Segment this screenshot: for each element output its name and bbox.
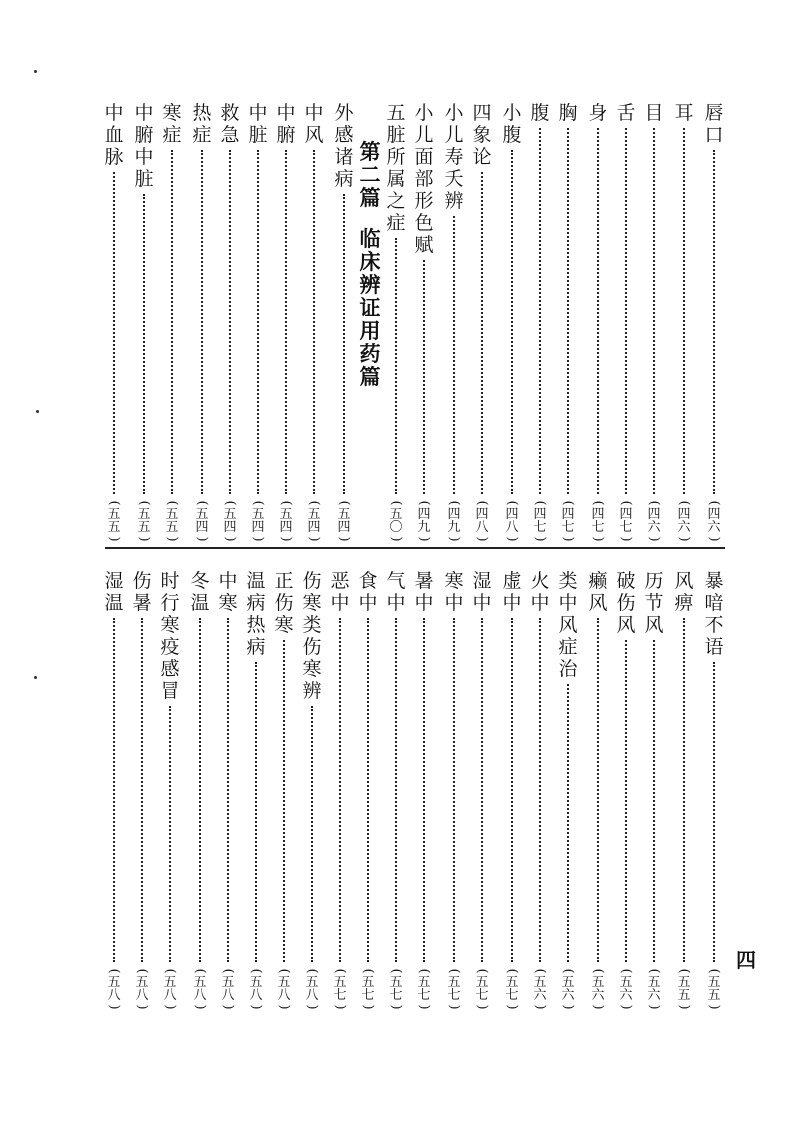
toc-entry-title: 唇 口 — [704, 102, 724, 146]
toc-entry-title: 中 腑 中 脏 — [134, 102, 154, 190]
toc-entry — [331, 102, 357, 544]
dot-leader — [395, 238, 397, 494]
toc-entry-page: ( 五 四 ) — [222, 500, 238, 542]
toc-entry-page: ( 五 八 ) — [134, 968, 150, 1010]
dot-leader — [113, 172, 115, 494]
toc-entry-title: 小 儿 寿 夭 辨 — [444, 102, 464, 212]
toc-entry-title: 外 感 诸 病 — [334, 102, 354, 190]
toc-entry-page: ( 五 七 ) — [504, 968, 520, 1010]
dot-leader — [229, 150, 231, 494]
toc-entry — [299, 570, 325, 1012]
toc-entry-page: ( 五 八 ) — [162, 968, 178, 1010]
toc-entry-page: ( 五 六 ) — [646, 968, 662, 1010]
toc-entry-page: ( 四 九 ) — [416, 500, 432, 542]
toc-entry-title: 寒 症 — [162, 102, 182, 146]
toc-entry-title: 破 伤 风 — [616, 570, 636, 636]
toc-entry-page: ( 五 八 ) — [106, 968, 122, 1010]
toc-entry-title: 中 脏 — [248, 102, 268, 146]
toc-entry — [671, 570, 697, 1012]
toc-entry — [159, 102, 185, 544]
toc-entry — [499, 102, 525, 544]
toc-entry — [383, 102, 409, 544]
toc-entry-title: 五 脏 所 属 之 症 — [386, 102, 406, 234]
toc-entry-title: 中 风 — [304, 102, 324, 146]
toc-entry-title: 恶 中 — [330, 570, 350, 614]
dot-leader — [653, 128, 655, 494]
toc-entry-title: 中 血 脉 — [104, 102, 124, 168]
dot-leader — [227, 618, 229, 962]
dot-leader — [597, 618, 599, 962]
dot-leader — [683, 128, 685, 494]
toc-entry-title: 耳 — [674, 102, 694, 124]
dot-leader — [199, 618, 201, 962]
dot-leader — [339, 618, 341, 962]
toc-entry-page: ( 五 五 ) — [676, 968, 692, 1010]
dot-leader — [567, 128, 569, 494]
toc-entry-title: 湿 中 — [472, 570, 492, 614]
toc-entry-page: ( 四 七 ) — [560, 500, 576, 542]
toc-entry — [555, 102, 581, 544]
toc-entry-page: ( 四 七 ) — [618, 500, 634, 542]
toc-entry-title: 时 行 寒 疫 感 冒 — [160, 570, 180, 702]
toc-entry-page: ( 五 八 ) — [304, 968, 320, 1010]
page-folio: 四 — [736, 948, 756, 972]
toc-entry-page: ( 四 九 ) — [446, 500, 462, 542]
toc-entry — [355, 570, 381, 1012]
toc-entry-title: 湿 温 — [104, 570, 124, 614]
section-heading — [355, 140, 385, 388]
toc-entry-page: ( 五 四 ) — [336, 500, 352, 542]
toc-entry — [243, 570, 269, 1012]
toc-entry-title: 四 象 论 — [472, 102, 492, 168]
toc-entry-page: ( 五 五 ) — [164, 500, 180, 542]
dot-leader — [169, 706, 171, 962]
dot-leader — [311, 706, 313, 962]
section-name-label: 临 床 辨 证 用 药 篇 — [359, 226, 381, 389]
toc-entry-page: ( 五 七 ) — [474, 968, 490, 1010]
dot-leader — [653, 640, 655, 962]
toc-entry — [641, 102, 667, 544]
toc-entry-page: ( 五 八 ) — [192, 968, 208, 1010]
dot-leader — [313, 150, 315, 494]
toc-entry — [101, 102, 127, 544]
toc-entry — [187, 570, 213, 1012]
toc-entry — [301, 102, 327, 544]
toc-entry-title: 伤 寒 类 伤 寒 辨 — [302, 570, 322, 702]
toc-entry — [641, 570, 667, 1012]
toc-entry-title: 身 — [588, 102, 608, 124]
toc-entry-title: 火 中 — [530, 570, 550, 614]
toc-entry-page: ( 五 四 ) — [278, 500, 294, 542]
toc-entry-page: ( 五 七 ) — [416, 968, 432, 1010]
toc-entry — [469, 570, 495, 1012]
toc-entry-title: 伤 暑 — [132, 570, 152, 614]
toc-entry-title: 救 急 — [220, 102, 240, 146]
toc-entry-title: 虚 中 — [502, 570, 522, 614]
toc-entry-title: 中 腑 — [276, 102, 296, 146]
scan-speck — [34, 676, 37, 679]
dot-leader — [539, 618, 541, 962]
dot-leader — [201, 150, 203, 494]
dot-leader — [511, 618, 513, 962]
toc-entry — [499, 570, 525, 1012]
section-divider — [105, 547, 725, 549]
scan-speck — [34, 70, 37, 73]
toc-entry-page: ( 五 八 ) — [276, 968, 292, 1010]
section-part-label: 第 二 篇 — [359, 139, 381, 210]
dot-leader — [343, 194, 345, 494]
dot-leader — [257, 150, 259, 494]
toc-entry — [217, 102, 243, 544]
dot-leader — [141, 618, 143, 962]
toc-entry-title: 中 寒 — [218, 570, 238, 614]
toc-entry-page: ( 五 四 ) — [194, 500, 210, 542]
dot-leader — [367, 618, 369, 962]
toc-entry-title: 气 中 — [386, 570, 406, 614]
toc-entry-title: 暴 喑 不 语 — [704, 570, 724, 658]
dot-leader — [285, 150, 287, 494]
scan-speck — [36, 410, 39, 413]
dot-leader — [255, 662, 257, 962]
toc-entry — [101, 570, 127, 1012]
toc-entry — [613, 570, 639, 1012]
dot-leader — [395, 618, 397, 962]
dot-leader — [683, 618, 685, 962]
dot-leader — [453, 618, 455, 962]
toc-entry-page: ( 五 八 ) — [220, 968, 236, 1010]
toc-entry-page: ( 五 六 ) — [532, 968, 548, 1010]
toc-entry-page: ( 五 四 ) — [306, 500, 322, 542]
toc-entry-page: ( 五 四 ) — [250, 500, 266, 542]
toc-entry-title: 胸 — [558, 102, 578, 124]
toc-entry-page: ( 五 七 ) — [360, 968, 376, 1010]
dot-leader — [423, 618, 425, 962]
toc-entry-title: 腹 — [530, 102, 550, 124]
toc-entry — [245, 102, 271, 544]
toc-entry — [441, 102, 467, 544]
toc-entry — [411, 102, 437, 544]
toc-entry — [271, 570, 297, 1012]
toc-entry-page: ( 五 五 ) — [106, 500, 122, 542]
toc-entry-page: ( 五 〇 ) — [388, 500, 404, 542]
toc-entry-page: ( 五 六 ) — [590, 968, 606, 1010]
dot-leader — [567, 684, 569, 962]
dot-leader — [481, 618, 483, 962]
toc-entry-title: 类 中 风 症 治 — [558, 570, 578, 680]
toc-entry — [671, 102, 697, 544]
toc-entry-title: 热 症 — [192, 102, 212, 146]
toc-entry-page: ( 五 七 ) — [446, 968, 462, 1010]
toc-entry-title: 暑 中 — [414, 570, 434, 614]
toc-entry-page: ( 四 六 ) — [706, 500, 722, 542]
toc-entry-title: 寒 中 — [444, 570, 464, 614]
toc-entry-title: 正 伤 寒 — [274, 570, 294, 636]
toc-entry-page: ( 四 七 ) — [532, 500, 548, 542]
toc-entry-page: ( 四 八 ) — [504, 500, 520, 542]
toc-entry-page: ( 五 五 ) — [706, 968, 722, 1010]
toc-entry — [585, 102, 611, 544]
toc-entry — [527, 570, 553, 1012]
toc-entry — [441, 570, 467, 1012]
dot-leader — [113, 618, 115, 962]
dot-leader — [143, 194, 145, 494]
dot-leader — [713, 662, 715, 962]
toc-entry-title: 风 痹 — [674, 570, 694, 614]
toc-entry — [469, 102, 495, 544]
toc-entry — [585, 570, 611, 1012]
toc-entry — [383, 570, 409, 1012]
toc-entry — [701, 102, 727, 544]
toc-entry-page: ( 四 七 ) — [590, 500, 606, 542]
dot-leader — [597, 128, 599, 494]
toc-entry — [215, 570, 241, 1012]
toc-entry-title: 目 — [644, 102, 664, 124]
toc-entry — [555, 570, 581, 1012]
dot-leader — [511, 150, 513, 494]
toc-entry-page: ( 五 五 ) — [136, 500, 152, 542]
toc-entry — [189, 102, 215, 544]
toc-entry-title: 癞 风 — [588, 570, 608, 614]
toc-entry — [131, 102, 157, 544]
dot-leader — [423, 260, 425, 494]
toc-entry-title: 小 腹 — [502, 102, 522, 146]
dot-leader — [453, 216, 455, 494]
toc-entry — [701, 570, 727, 1012]
toc-entry-page: ( 四 六 ) — [676, 500, 692, 542]
dot-leader — [171, 150, 173, 494]
toc-entry-page: ( 四 六 ) — [646, 500, 662, 542]
toc-entry — [327, 570, 353, 1012]
dot-leader — [539, 128, 541, 494]
toc-entry-title: 温 病 热 病 — [246, 570, 266, 658]
toc-entry-title: 舌 — [616, 102, 636, 124]
toc-entry-page: ( 五 七 ) — [332, 968, 348, 1010]
toc-entry-title: 食 中 — [358, 570, 378, 614]
dot-leader — [625, 128, 627, 494]
toc-entry-title: 历 节 风 — [644, 570, 664, 636]
toc-entry-page: ( 五 六 ) — [618, 968, 634, 1010]
dot-leader — [283, 640, 285, 962]
toc-entry-page: ( 五 七 ) — [388, 968, 404, 1010]
toc-entry-page: ( 五 六 ) — [560, 968, 576, 1010]
dot-leader — [713, 150, 715, 494]
toc-entry — [411, 570, 437, 1012]
toc-entry — [157, 570, 183, 1012]
toc-entry-title: 冬 温 — [190, 570, 210, 614]
toc-entry-page: ( 五 八 ) — [248, 968, 264, 1010]
dot-leader — [625, 640, 627, 962]
toc-entry — [613, 102, 639, 544]
toc-entry-title: 小 儿 面 部 形 色 赋 — [414, 102, 434, 256]
dot-leader — [481, 172, 483, 494]
toc-entry — [129, 570, 155, 1012]
toc-entry — [527, 102, 553, 544]
toc-entry-page: ( 四 八 ) — [474, 500, 490, 542]
toc-entry — [273, 102, 299, 544]
